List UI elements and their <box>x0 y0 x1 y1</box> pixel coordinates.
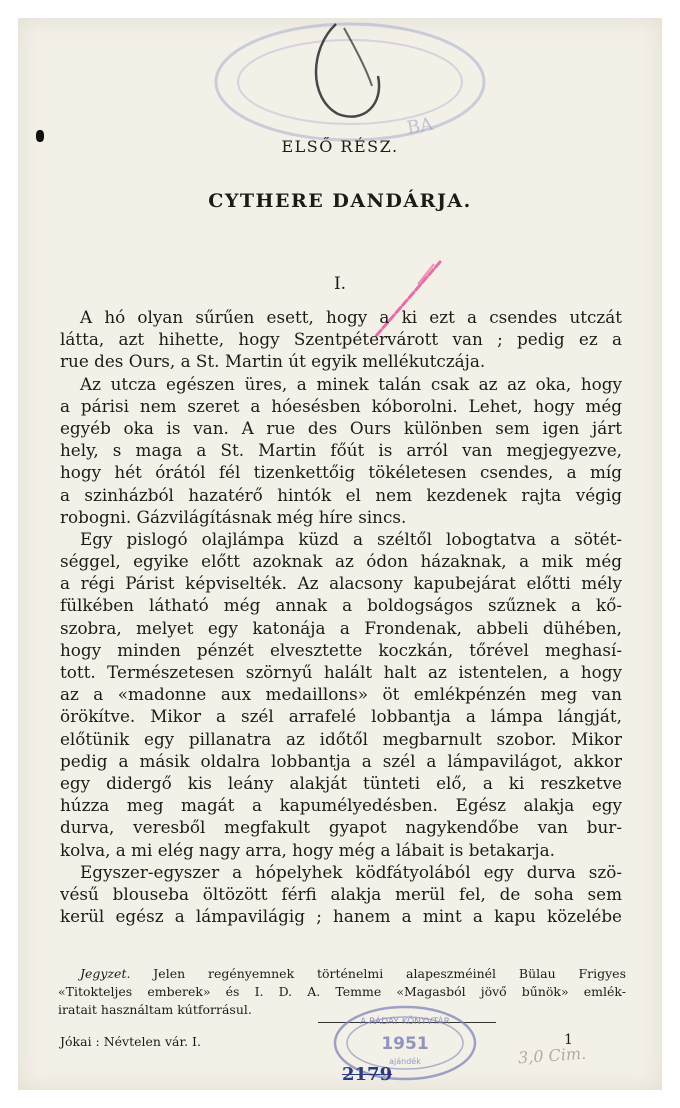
text-line: előtünik egy pillanatra az időtől megbarnult szobor. Mikor <box>60 728 622 749</box>
text-line: egy didergő kis leány alakját tünteti elő, a ki reszketve <box>60 772 622 793</box>
text-line: kolva, a mi elég nagy arra, hogy még a lábait is betakarja. <box>60 839 555 860</box>
chapter-number: I. <box>333 274 347 294</box>
text-line: szobra, melyet egy katonája a Frondenak, abbeli dühében, <box>60 617 622 638</box>
text-line: a régi Párist képviselték. Az alacsony kapubejárat előtti mély <box>60 573 622 594</box>
footnote-line <box>58 965 626 983</box>
pencil-note: 3,0 Cim. <box>517 1043 587 1068</box>
text-line: egyéb oka is van. A rue des Ours különben sem igen járt <box>60 417 622 438</box>
catalog-number: 2179 <box>342 1064 393 1085</box>
text-line: tott. Természetesen szörnyű halált halt az istentelen, a hogy <box>60 662 622 682</box>
text-line: vésű blouseba öltözött férfi alakja merül fel, de soha sem <box>60 883 622 904</box>
stamp-top-text: BA <box>405 113 435 139</box>
text-line: durva, veresből megfakult gyapot nagykendőbe van bur- <box>60 817 622 838</box>
stamp-bottom-sub: ajándék <box>389 1057 421 1066</box>
text-line: örökítve. Mikor a szél arrafelé lobbantja a lámpa lángját, <box>60 706 622 727</box>
text-line: hely, s maga a St. Martin főút is arról van megjegyezve, <box>60 440 622 461</box>
footnote-line-1: Jelen regényemnek történelmi alapeszméinél Bülau Frigyes <box>130 966 626 981</box>
page-number: 1 <box>564 1032 573 1048</box>
footnote-line-2: «Titokteljes emberek» és I. D. A. Temme «Magasból jövő bűnök» emlék- <box>58 984 626 999</box>
text-line: pedig a másik oldalra lobbantja a szél a lámpavilágot, akkor <box>60 750 622 771</box>
part-heading: ELSŐ RÉSZ. <box>281 137 399 156</box>
footnote-label: Jegyzet. <box>80 966 131 981</box>
text-line: séggel, egyike előtt azoknak az ódon házaknak, a mik még <box>60 551 622 572</box>
text-line: hogy minden pénzét elvesztette koczkán, tőrével meghasí- <box>60 639 622 660</box>
text-line: kerül egész a lámpavilágig ; hanem a mint a kapu közelébe <box>60 906 622 927</box>
text-line: a párisi nem szeret a hóesésben kóborolni. Lehet, hogy még <box>60 395 622 416</box>
text-line: fülkében látható még annak a boldogságos szűznek a kő- <box>60 595 622 616</box>
text-line: Egyszer-egyszer a hópelyhek ködfátyolából egy durva szö- <box>80 861 622 882</box>
text-line: rue des Ours, a St. Martin út egyik mellékutczája. <box>60 351 486 372</box>
text-line: A hó olyan sűrűen esett, hogy a ki ezt a csendes utczát <box>80 307 622 327</box>
text-line: húzza meg magát a kapumélyedésben. Egész alakja egy <box>60 795 622 816</box>
text-line: látta, azt hihette, hogy Szentpétervárott van ; pedig ez a <box>60 329 622 350</box>
text-line: Az utcza egészen üres, a minek talán csak az az oka, hogy <box>80 373 622 394</box>
text-line: hogy hét órától fél tizenkettőig tökéletesen csendes, a míg <box>60 462 622 483</box>
stamp-bottom-top-text: A RÁDAY KÖNYVTÁR <box>360 1017 450 1027</box>
text-line: az a «madonne aux medaillons» öt emlékpénzén meg van <box>60 684 622 705</box>
library-stamp-top <box>198 18 498 151</box>
text-line: robogni. Gázvilágításnak még híre sincs. <box>60 506 407 527</box>
footnote-line-3: iratait használtam kútforrásul. <box>58 1002 252 1017</box>
book-signature: Jókai : Névtelen vár. I. <box>60 1034 201 1049</box>
chapter-title: CYTHERE DANDÁRJA. <box>208 190 472 212</box>
book-page <box>18 18 662 1090</box>
stamp-bottom-year: 1951 <box>381 1034 429 1054</box>
text-line: a szinházból hazatérő hintók el nem kezdenek rajta végig <box>60 484 622 505</box>
body-text <box>60 306 622 927</box>
text-line: Egy pislogó olajlámpa küzd a széltől lobogtatva a sötét- <box>80 528 622 549</box>
